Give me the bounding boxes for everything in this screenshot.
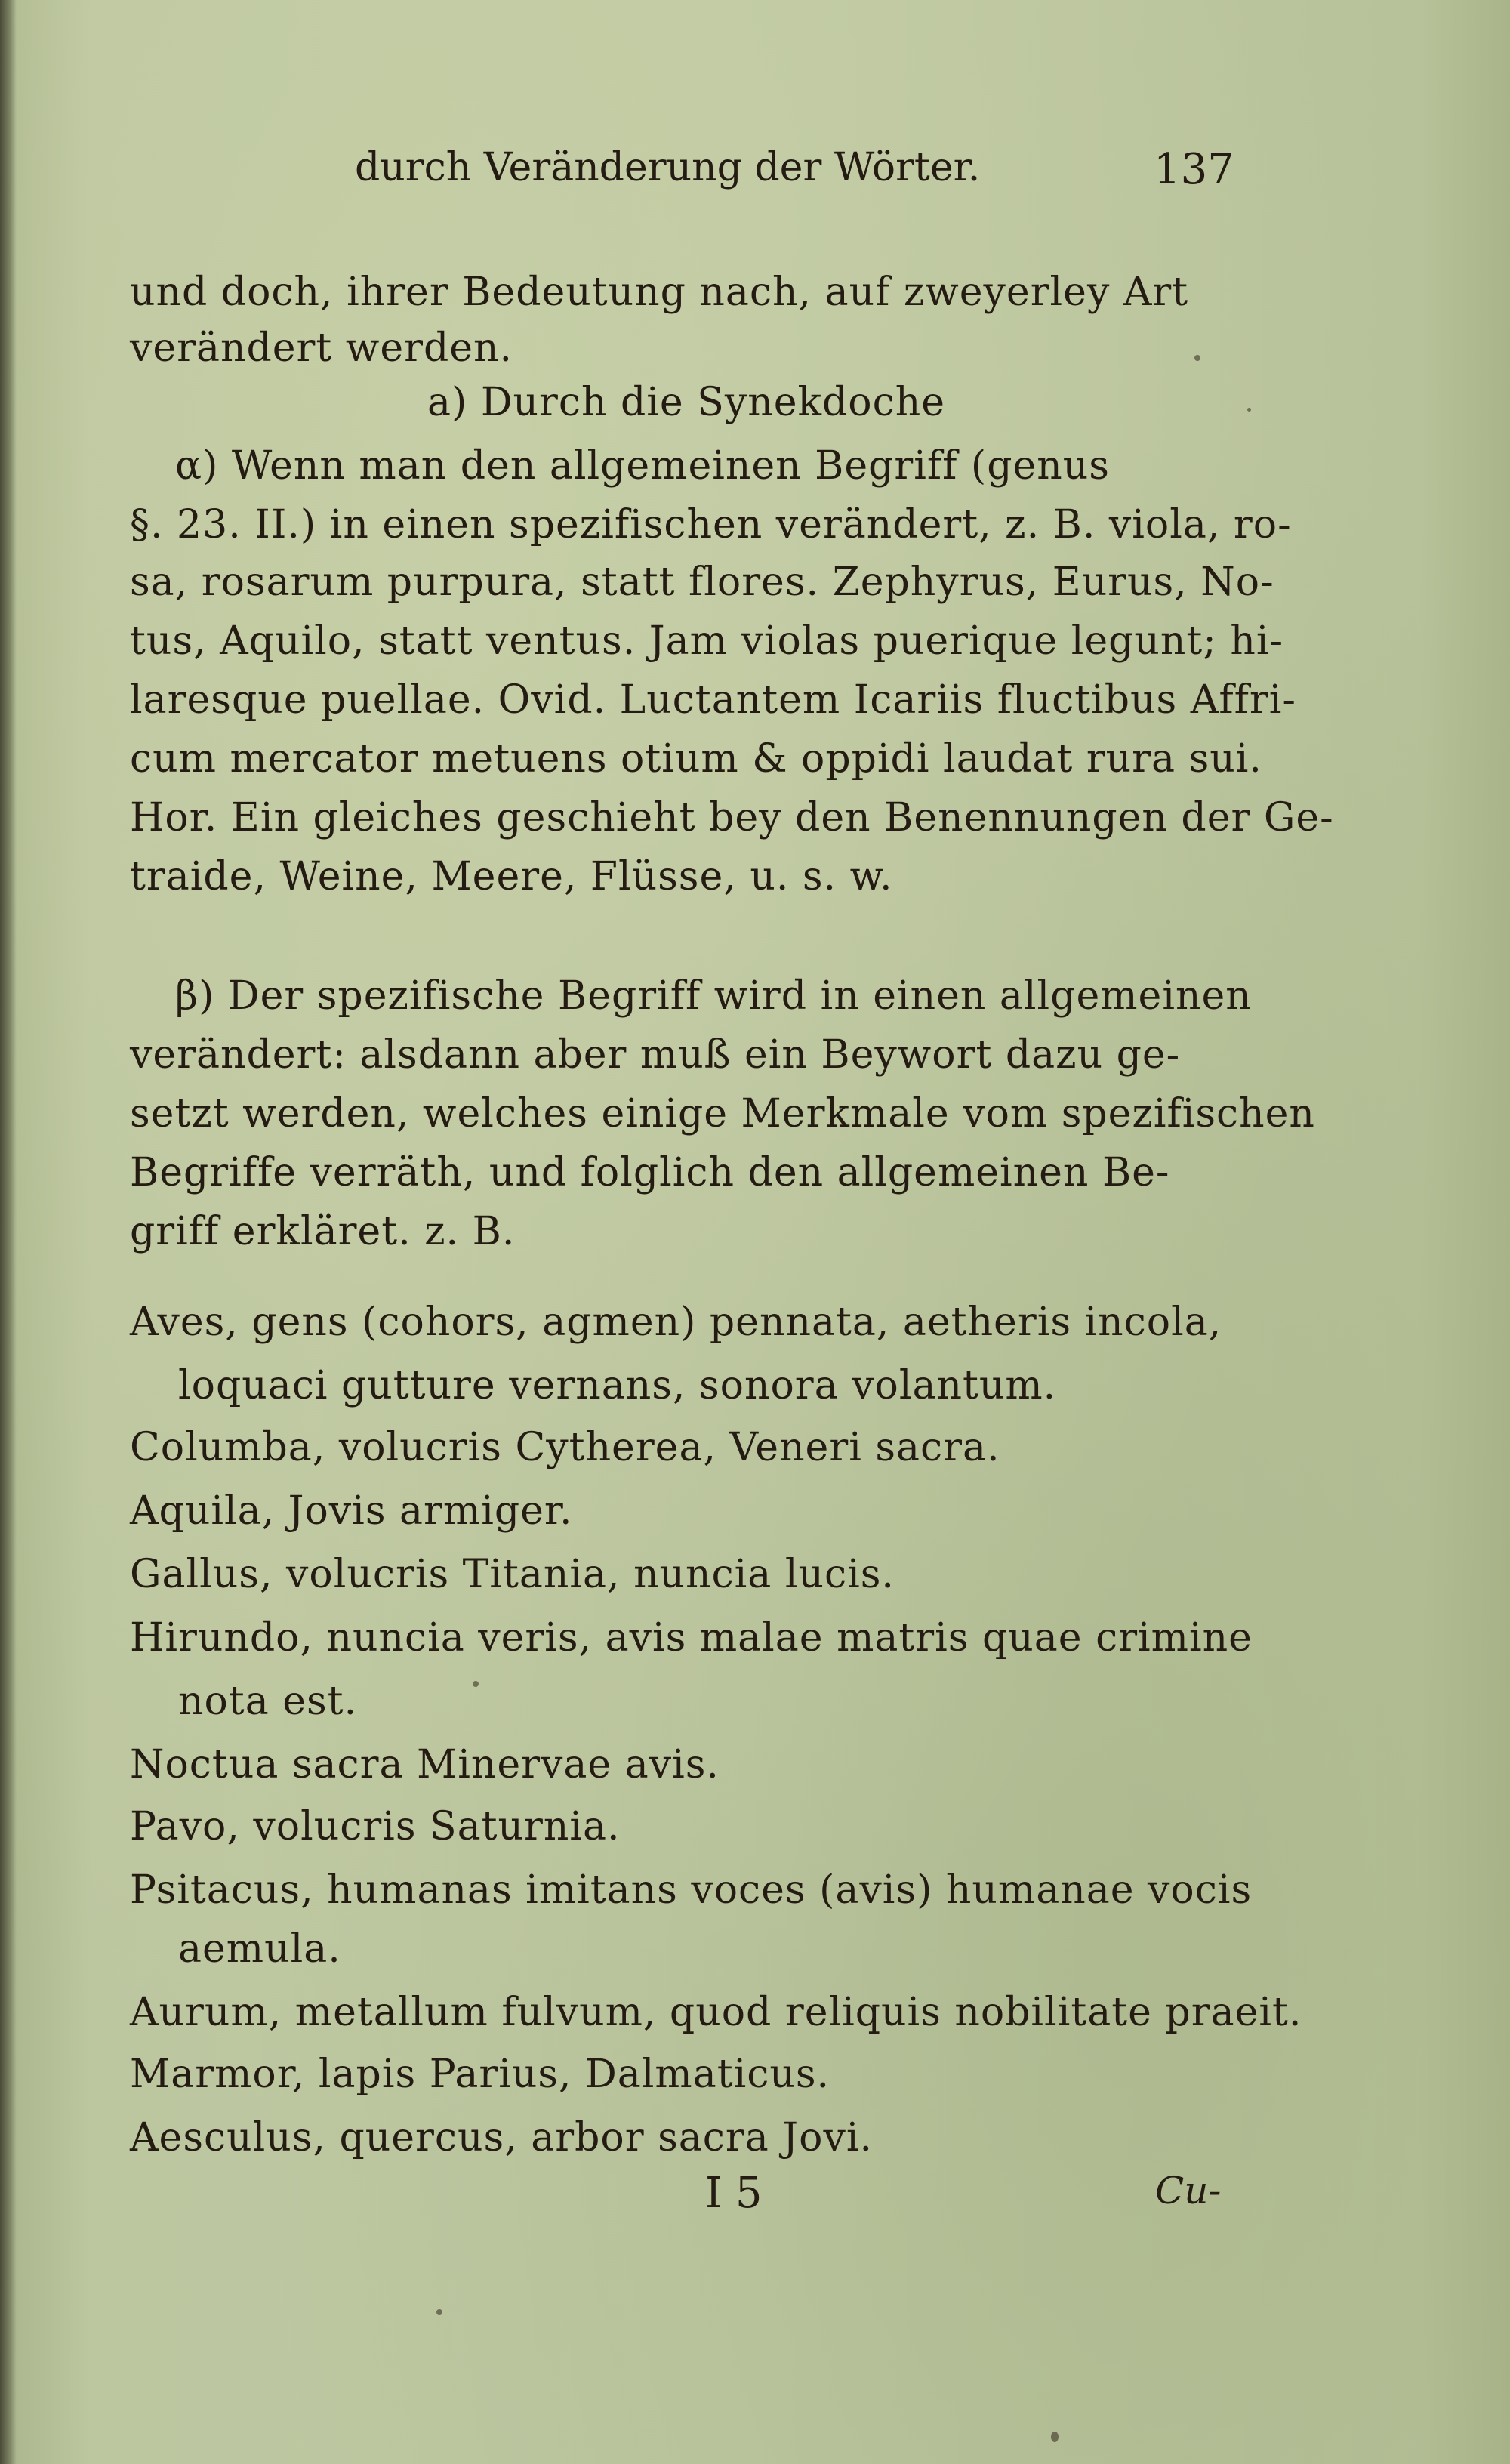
text-line: β) Der spezifische Begriff wird in einen allgemeinen (175, 973, 1252, 1019)
text-line: sa, rosarum purpura, statt flores. Zephyrus, Eurus, No- (130, 560, 1274, 605)
list-item: Aurum, metallum fulvum, quod reliquis nobilitate praeit. (130, 1990, 1302, 2035)
text-line: griff erkläret. z. B. (130, 1209, 516, 1254)
text-line: Hor. Ein gleiches geschieht bey den Benennungen der Ge- (130, 795, 1334, 840)
text-line: Begriffe verräth, und folglich den allgemeinen Be- (130, 1150, 1170, 1195)
running-head: durch Veränderung der Wörter. (355, 145, 981, 190)
list-item-continuation: aemula. (178, 1926, 341, 1972)
text-line: setzt werden, welches einige Merkmale vom spezifischen (130, 1091, 1315, 1136)
text-line: verändert werden. (130, 325, 513, 371)
list-item-continuation: loquaci gutture vernans, sonora volantum. (178, 1363, 1057, 1408)
catchword: Cu- (1155, 2169, 1222, 2213)
page-number: 137 (1154, 145, 1234, 194)
list-item: Pavo, volucris Saturnia. (130, 1804, 621, 1849)
signature-mark: I 5 (705, 2169, 763, 2218)
paper-speck (1051, 2432, 1059, 2442)
text-line: §. 23. II.) in einen spezifischen verändert, z. B. viola, ro- (130, 502, 1292, 547)
list-item: Gallus, volucris Titania, nuncia lucis. (130, 1552, 895, 1597)
list-item: Aesculus, quercus, arbor sacra Jovi. (130, 2115, 873, 2160)
text-line: cum mercator metuens otium & oppidi laudat rura sui. (130, 736, 1262, 782)
list-item: Marmor, lapis Parius, Dalmaticus. (130, 2052, 830, 2097)
text-line: traide, Weine, Meere, Flüsse, u. s. w. (130, 854, 893, 899)
text-line: laresque puellae. Ovid. Luctantem Icariis fluctibus Affri- (130, 677, 1296, 723)
page-edge-shadow (0, 0, 17, 2464)
paper-speck (1247, 408, 1251, 412)
paper-speck (473, 1681, 479, 1687)
list-item: Hirundo, nuncia veris, avis malae matris quae crimine (130, 1615, 1253, 1661)
list-item: Aves, gens (cohors, agmen) pennata, aetheris incola, (130, 1300, 1222, 1345)
list-item: Psitacus, humanas imitans voces (avis) humanae vocis (130, 1867, 1253, 1913)
section-heading: a) Durch die Synekdoche (427, 380, 945, 425)
text-line: verändert: alsdann aber muß ein Beywort dazu ge- (130, 1032, 1181, 1078)
list-item: Noctua sacra Minervae avis. (130, 1742, 720, 1787)
paper-speck (436, 2309, 442, 2315)
list-item-continuation: nota est. (178, 1679, 358, 1724)
text-line: tus, Aquilo, statt ventus. Jam violas puerique legunt; hi- (130, 618, 1284, 664)
list-item: Aquila, Jovis armiger. (130, 1488, 573, 1534)
text-line: α) Wenn man den allgemeinen Begriff (genus (175, 443, 1110, 489)
text-line: und doch, ihrer Bedeutung nach, auf zweyerley Art (130, 270, 1189, 315)
paper-speck (1194, 355, 1200, 361)
list-item: Columba, volucris Cytherea, Veneri sacra. (130, 1425, 1000, 1470)
